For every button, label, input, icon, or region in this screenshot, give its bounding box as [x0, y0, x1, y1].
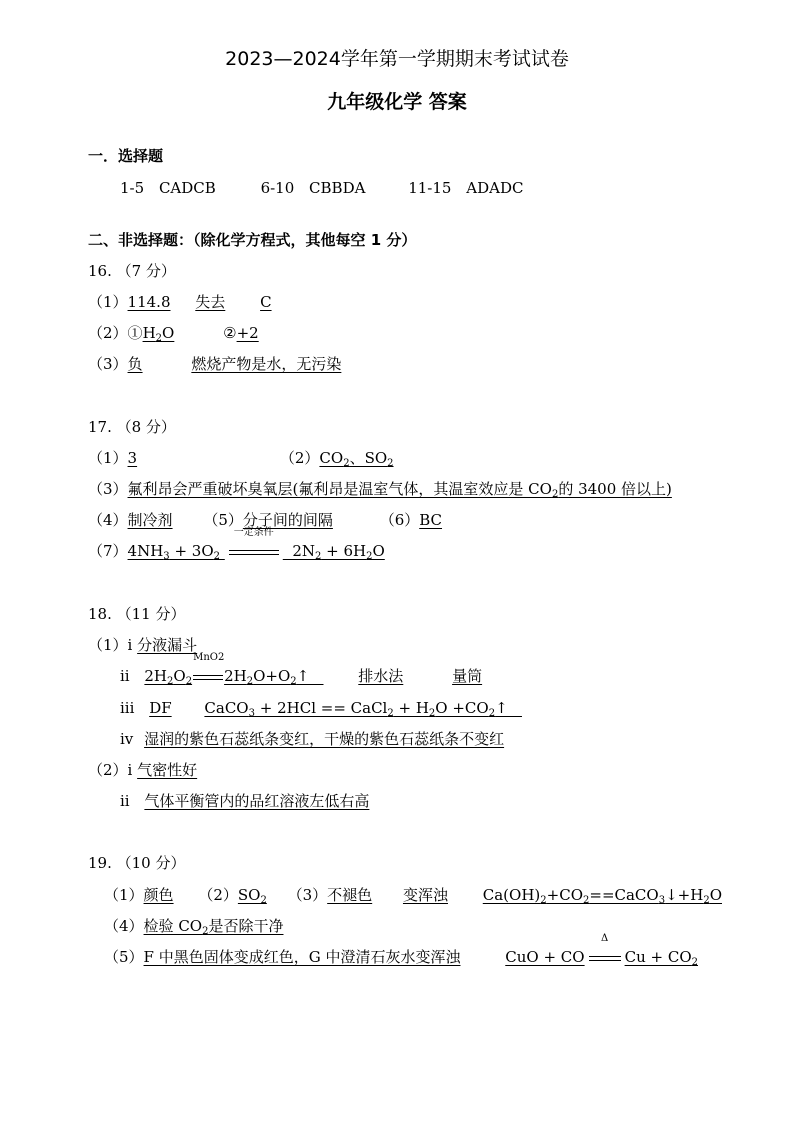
circled-number: ① [127, 324, 143, 342]
q18-header: 18. （11 分） [88, 605, 186, 623]
item-number: （1）i [88, 636, 133, 654]
q16-header: 16. （7 分） [88, 262, 176, 280]
item-number: （2）i [88, 761, 133, 779]
q19-line1 [104, 885, 722, 911]
answer-blank: 颜色 [143, 886, 174, 904]
q16-line2 [88, 323, 259, 349]
choice-answers [120, 178, 523, 198]
choice-answer: CBBDA [309, 179, 366, 197]
item-number: （7） [88, 542, 128, 560]
item-number: ii [120, 667, 130, 685]
answer-blank: $CO_2$、$SO_2$ [319, 449, 394, 469]
chemical-equation: CuO + CO Δ $Cu + CO_2$ [505, 933, 698, 968]
item-number: （3） [88, 355, 128, 373]
item-number: iii [120, 699, 135, 717]
answer-blank: +2 [236, 324, 259, 342]
answer-blank: DF [149, 699, 172, 717]
answer-blank: $H_2O$ [142, 324, 175, 344]
answer-blank: 分子间的间隔 [242, 511, 333, 529]
choice-range: 11-15 [408, 179, 452, 197]
item-number: ii [120, 792, 130, 810]
page-title: 2023—2024学年第一学期期末考试试卷 [225, 48, 569, 70]
chemical-equation: $2H_2O_2$ MnO2 $2H_2O+O_2↑$ [144, 652, 324, 687]
answer-blank: 气体平衡管内的品红溶液左低右高 [144, 792, 370, 810]
section2-heading: 二、非选择题：（除化学方程式，其他每空 1 分） [88, 231, 417, 249]
item-number: （1） [88, 449, 128, 467]
choice-range: 6-10 [260, 179, 295, 197]
answer-blank: 燃烧产物是水，无污染 [191, 355, 342, 373]
reaction-condition [229, 527, 279, 561]
item-number: （2） [198, 886, 238, 904]
q19-line2 [104, 916, 283, 942]
item-number: （6） [379, 511, 420, 529]
item-number: （5） [203, 511, 243, 529]
q18-line4 [120, 729, 504, 749]
item-number: （2） [279, 449, 320, 467]
q19-header: 19. （10 分） [88, 854, 186, 872]
choice-answer: ADADC [466, 179, 524, 197]
answer-blank: 失去 [195, 293, 226, 311]
item-number: （5） [104, 948, 144, 966]
answer-blank: 分液漏斗 [137, 636, 198, 654]
condition-label: MnO2 [193, 652, 225, 663]
q16-line1 [88, 292, 282, 312]
q18-line6 [120, 791, 375, 811]
answer-blank: $SO_2$ [237, 886, 267, 906]
reaction-condition [193, 652, 225, 686]
circled-number: ② [223, 324, 237, 342]
q16-line3 [88, 354, 341, 374]
item-number: （4） [88, 511, 128, 529]
item-number: iv [120, 730, 134, 748]
answer-blank: 3 [127, 449, 138, 467]
section1-heading: 一．选择题 [88, 147, 164, 165]
item-number: （1） [104, 886, 144, 904]
q18-line3 [120, 698, 522, 724]
page-subtitle: 九年级化学 答案 [327, 91, 467, 113]
answer-blank: 量筒 [452, 667, 483, 685]
answer-blank: 114.8 [127, 293, 171, 311]
chemical-equation: $4NH_3 + 3O_2$ 一定条件 $2N_2 + 6H_2O$ [127, 527, 385, 562]
condition-label: Δ [600, 933, 609, 944]
answer-blank: 负 [127, 355, 143, 373]
choice-answer: CADCB [158, 179, 216, 197]
q19-line3 [104, 933, 698, 973]
q17-line2 [88, 479, 672, 505]
answer-blank: BC [419, 511, 443, 529]
answer-blank: F 中黑色固体变成红色，G 中澄清石灰水变浑浊 [143, 948, 461, 966]
item-number: （2） [88, 324, 128, 342]
choice-range: 1-5 [120, 179, 145, 197]
q18-line2 [120, 652, 483, 692]
answer-blank: 气密性好 [137, 761, 198, 779]
condition-label: 一定条件 [233, 527, 274, 538]
q17-line4 [88, 527, 385, 567]
answer-blank: 检验 $CO_2$是否除干净 [143, 917, 284, 937]
item-number: （4） [104, 917, 144, 935]
answer-blank: 制冷剂 [127, 511, 173, 529]
answer-blank: 氟利昂会严重破坏臭氧层(氟利昂是温室气体，其温室效应是 $CO_2$的 3400 倍以上) [127, 480, 672, 500]
q18-line5 [88, 760, 203, 780]
q17-header: 17. （8 分） [88, 418, 176, 436]
item-number: （3） [287, 886, 328, 904]
item-number: （3） [88, 480, 128, 498]
answer-blank: C [260, 293, 272, 311]
chemical-equation: CaCO$_3$ + 2HCl == CaCl$_2$ + $H_2O$ $+CO_2↑$ [204, 699, 522, 719]
answer-blank: 不褪色 [327, 886, 373, 904]
answer-blank: 湿润的紫色石蕊纸条变红，干燥的紫色石蕊纸条不变红 [144, 730, 505, 748]
reaction-condition [589, 933, 621, 967]
item-number: （1） [88, 293, 128, 311]
chemical-equation: $Ca(OH)_2+CO_2==CaCO_3↓+H_2O$ [482, 886, 722, 906]
q18-line1 [88, 635, 197, 655]
answer-blank: 排水法 [358, 667, 404, 685]
q17-line1 [88, 448, 394, 474]
answer-blank: 变浑浊 [402, 886, 448, 904]
